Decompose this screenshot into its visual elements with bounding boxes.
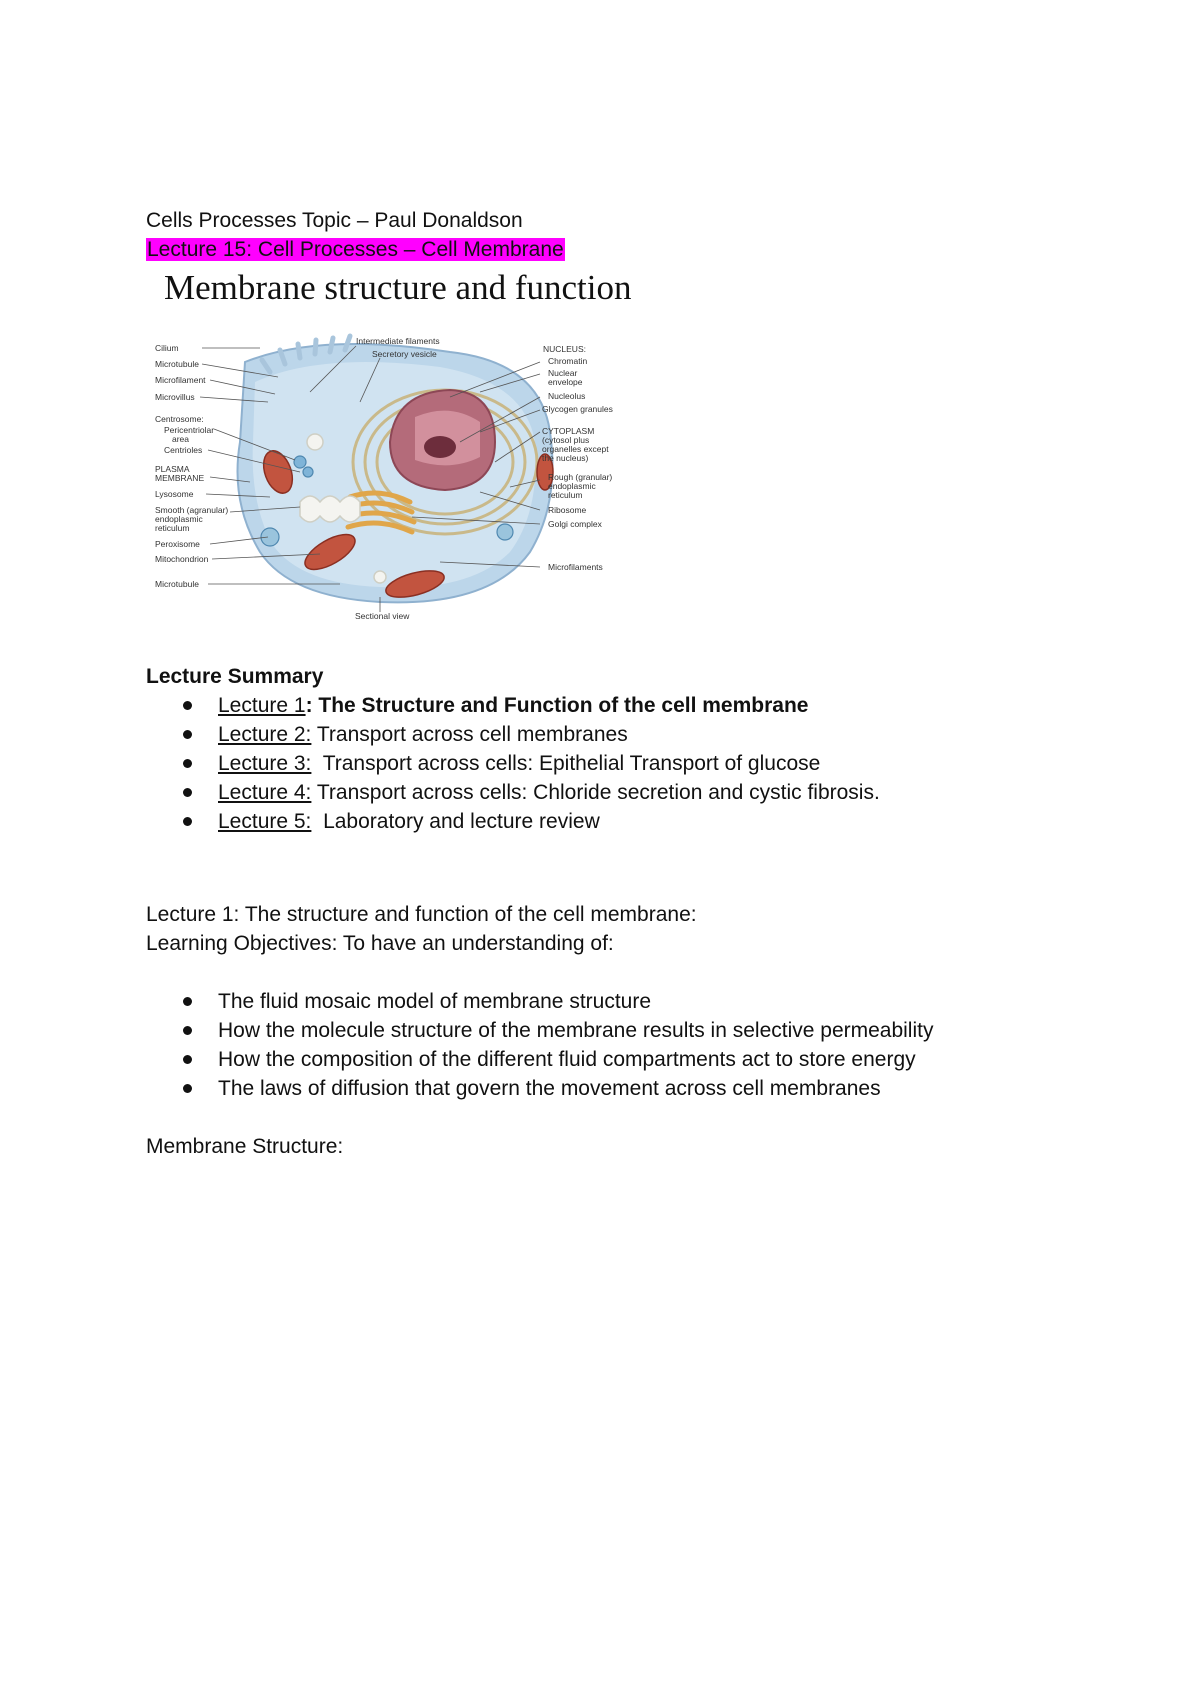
label-microvillus: Microvillus: [155, 392, 195, 402]
label-microtubule-2: Microtubule: [155, 579, 199, 589]
list-item: The laws of diffusion that govern the movement across cell membranes: [218, 1074, 933, 1103]
lecture-title-highlighted: Lecture 15: Cell Processes – Cell Membrane: [147, 238, 564, 261]
label-rer-2: endoplasmic: [548, 481, 596, 491]
label-golgi: Golgi complex: [548, 519, 602, 529]
lecture-summary-list: [146, 691, 880, 836]
membrane-structure-heading: Membrane Structure:: [146, 1135, 344, 1158]
label-plasma-2: MEMBRANE: [155, 473, 205, 483]
label-nucleus: NUCLEUS:: [543, 344, 586, 354]
label-centrioles: Centrioles: [164, 445, 203, 455]
label-microtubule: Microtubule: [155, 359, 199, 369]
label-mitochondrion: Mitochondrion: [155, 554, 209, 564]
course-line: Cells Processes Topic – Paul Donaldson: [146, 209, 523, 232]
lecture-summary-heading: Lecture Summary: [146, 665, 324, 688]
label-ser-3: reticulum: [155, 523, 190, 533]
label-cytoplasm-3: organelles except: [542, 444, 609, 454]
label-envelope-1: Nuclear: [548, 368, 578, 378]
label-centrosome: Centrosome:: [155, 414, 204, 424]
list-item: How the molecule structure of the membrane results in selective permeability: [218, 1016, 933, 1045]
lecture-summary: [146, 662, 880, 836]
list-item: Lecture 3: Transport across cells: Epithelial Transport of glucose: [218, 749, 880, 778]
list-item: How the composition of the different fluid compartments act to store energy: [218, 1045, 933, 1074]
list-item: Lecture 2: Transport across cell membranes: [218, 720, 880, 749]
slide-title: Membrane structure and function: [164, 268, 632, 307]
label-lysosome: Lysosome: [155, 489, 194, 499]
label-intermediate-filaments: Intermediate filaments: [356, 336, 440, 346]
document-header: [146, 206, 565, 264]
lecture1-section: [146, 900, 933, 1161]
label-glycogen: Glycogen granules: [542, 404, 613, 414]
label-ser-1: Smooth (agranular): [155, 505, 229, 515]
label-plasma-1: PLASMA: [155, 464, 190, 474]
label-nucleolus: Nucleolus: [548, 391, 586, 401]
label-ser-2: endoplasmic: [155, 514, 203, 524]
label-cytoplasm-4: the nucleus): [542, 453, 589, 463]
label-rer-3: reticulum: [548, 490, 583, 500]
label-rer-1: Rough (granular): [548, 472, 613, 482]
list-item: Lecture 4: Transport across cells: Chloride secretion and cystic fibrosis.: [218, 778, 880, 807]
label-cytoplasm-2: (cytosol plus: [542, 435, 590, 445]
slide-image: [150, 262, 710, 652]
label-peroxisome: Peroxisome: [155, 539, 200, 549]
list-item: The fluid mosaic model of membrane structure: [218, 987, 933, 1016]
label-envelope-2: envelope: [548, 377, 583, 387]
label-sectional-view: Sectional view: [355, 611, 410, 621]
label-pericentriolar-2: area: [172, 434, 190, 444]
lecture1-heading: Lecture 1: The structure and function of the cell membrane:: [146, 903, 697, 926]
label-microfilaments: Microfilaments: [548, 562, 603, 572]
objectives-list: [146, 987, 933, 1103]
label-pericentriolar-1: Pericentriolar: [164, 425, 215, 435]
label-cytoplasm-1: CYTOPLASM: [542, 426, 595, 436]
list-item: Lecture 1: The Structure and Function of the cell membrane: [218, 691, 880, 720]
cell-diagram: [150, 322, 710, 652]
label-ribosome: Ribosome: [548, 505, 587, 515]
label-chromatin: Chromatin: [548, 356, 588, 366]
list-item: Lecture 5: Laboratory and lecture review: [218, 807, 880, 836]
label-microfilament: Microfilament: [155, 375, 206, 385]
label-cilium: Cilium: [155, 343, 179, 353]
objectives-heading: Learning Objectives: To have an understanding of:: [146, 932, 614, 955]
label-secretory-vesicle: Secretory vesicle: [372, 349, 437, 359]
